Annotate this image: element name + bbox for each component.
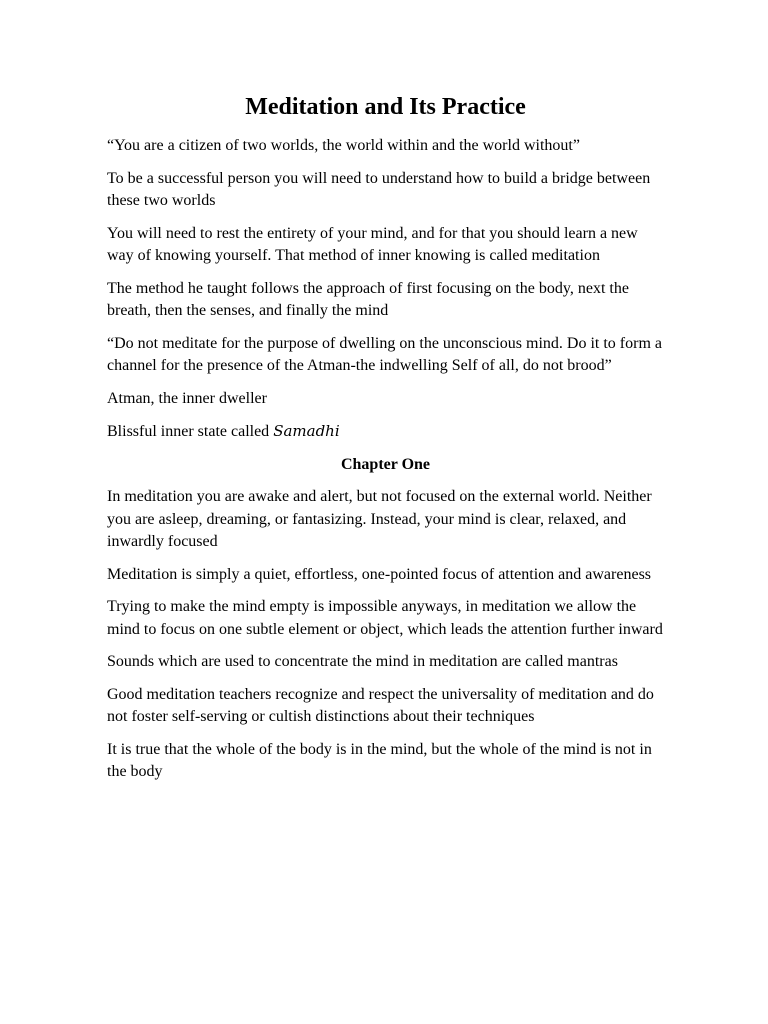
body-paragraph: You will need to rest the entirety of your mind, and for that you should learn a new way of knowing yourself. That method of inner knowing is called meditation bbox=[107, 224, 638, 264]
samadhi-term: Samadhi bbox=[273, 422, 340, 440]
body-paragraph: The method he taught follows the approach of first focusing on the body, next the breath, then the senses, and finally the mind bbox=[107, 279, 629, 319]
body-paragraph: Trying to make the mind empty is impossible anyways, in meditation we allow the mind to focus on one subtle element or object, which leads the attention further inward bbox=[107, 598, 663, 638]
body-paragraph: Meditation is simply a quiet, effortless, one-pointed focus of attention and awareness bbox=[107, 565, 652, 583]
samadhi-paragraph bbox=[107, 420, 664, 444]
samadhi-prefix-text: Blissful inner state called bbox=[107, 423, 274, 440]
chapter-heading: Chapter One bbox=[340, 455, 431, 473]
body-paragraph: It is true that the whole of the body is in the mind, but the whole of the mind is not in the body bbox=[107, 740, 652, 780]
document-title: Meditation and Its Practice bbox=[245, 94, 526, 120]
body-paragraph: To be a successful person you will need to understand how to build a bridge between these two worlds bbox=[107, 169, 651, 209]
body-paragraph: Good meditation teachers recognize and respect the universality of meditation and do not foster self-serving or cultish distinctions about their techniques bbox=[107, 685, 654, 725]
body-paragraph: Atman, the inner dweller bbox=[107, 389, 267, 407]
body-paragraph: In meditation you are awake and alert, but not focused on the external world. Neither you are asleep, dreaming, or fantasizing. Instead, your mind is clear, relaxed, and inwardly focused bbox=[107, 488, 652, 550]
quote-paragraph: “Do not meditate for the purpose of dwelling on the unconscious mind. Do it to form a channel for the presence of the Atman-the indwelling Self of all, do not brood” bbox=[107, 334, 662, 374]
quote-paragraph: “You are a citizen of two worlds, the world within and the world without” bbox=[107, 137, 580, 154]
body-paragraph: Sounds which are used to concentrate the mind in meditation are called mantras bbox=[107, 653, 618, 670]
